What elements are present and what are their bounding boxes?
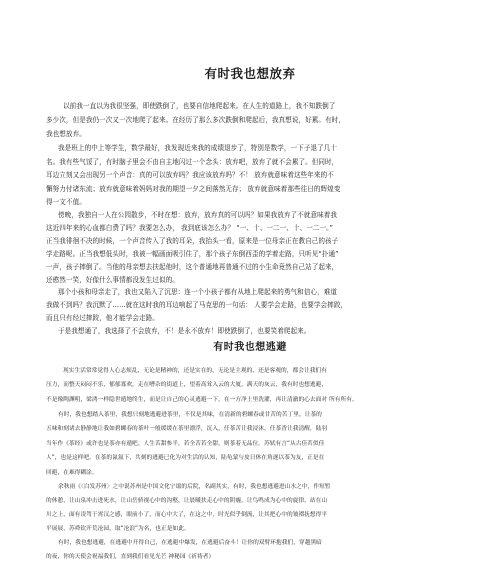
body-line: 这近四年来的心血都白费了吗？我要怎么办， 我到底该怎么办？ “一、十、一二一、十、一二一。”	[46, 224, 333, 232]
body-line: 学走路呢。正当我想低头时，我被一幅画面吸引住了，那个孩子东倒西歪的学着走路，只听见“扑通”	[46, 250, 339, 258]
body-line: 回避，在难得糊涂。	[46, 470, 98, 476]
section-1-title: 有时我也想放弃	[204, 66, 296, 81]
body-line: 有时，我也想逃避，在逃避中开得自己，在逃避中爆发，在逃避后奋斗！让你的双臂环抱我们，穿越黑暗	[58, 540, 322, 546]
body-line: 我也想放弃。	[46, 130, 86, 138]
body-line: 以前我一直以为我很坚强，即使跌倒了，也要自信地爬起来。在人生的道路上，我不知跌倒了	[63, 102, 336, 110]
body-line: 的夜，你的天使会祝福我们，直到我们看见光芒 神秘园《祈祷者》	[46, 554, 215, 560]
body-line: 傍晚，我独自一人在公园散步，不时在想：放弃，放弃真的可以吗？如果我放弃了不就意味着我	[58, 211, 338, 219]
body-line: 川之上，面有凌驾于霄汉之感，眼前小了，而心中大了，在这之中，时光似乎倒流，让其把心中的皱褶抚想得平	[46, 512, 328, 518]
body-line: 我是班上的中上等学生，数学最好，我发现近来我的成绩退步了，特别是数学，一下子退了几十	[58, 144, 338, 152]
body-line: 于是我想通了，我选择了不会放弃，不！是永不放弃！即使跌倒了，也要笑着爬起来。	[58, 327, 311, 335]
body-line: 平展展，苏舜钦开荒沧园，取“沧浪”为名，也正是如此。	[46, 526, 190, 532]
body-line: 而且只有经过摔跤，他才能学会走路。	[46, 314, 159, 322]
body-line: 得一文不值。	[46, 198, 86, 206]
body-line: 的休憩，让山泉冲击进死水，让山岳骄视心中的沟壑，让晨曦扶走心中的阴霾，让鸟鸣成为心中的旋律，站在山	[46, 498, 328, 504]
body-line: 余秋雨《〈白发苏州〉之中说苏州是中国文化宁谧的后院，名副其实，有时，我也想逃避进山水之中，作短暂	[58, 484, 331, 490]
body-line: 耳边立刻又会出现另一个声音：真的可以放弃吗？我应该放弃吗？不！ 放弃就意味着这些年来的不	[46, 171, 334, 179]
body-line: 那个小孩和母亲走了，我也又陷入了沉思：连一个小孩子都有从地上爬起来的勇气和信心，难道	[58, 288, 338, 296]
body-line: 不是像陶渊明，梁鸿一样隐世遁地终生，而是让自己的心灵逃避一下，在一方净土里洗濯，再让清澈的心去面对 所有所有。	[46, 397, 358, 403]
body-line: 多少次，但是我仍一次又一次地爬了起来。在经历了那么多次跌倒和爬起后，我真想说，好累。有时，	[46, 116, 345, 124]
body-line: 名。我有些气馁了，有时脑子里会不由自主地闪过一个念头：放弃吧，放弃了就不会累了。但同时，	[46, 158, 339, 166]
body-line: 正当我徘徊不决的时候，一个声音传入了我的耳朵，我抬头一看，原来是一位母亲正在教自己的孩子	[46, 237, 339, 245]
body-line: 有时，我也想踏入茶里，我想只刻地逃避进茶里，不仅是其味，在清新的碧螺春或甘苦的苦丁里，让茶的	[58, 412, 322, 418]
body-line: 当年作《茶经》或许也是茶亦有遁吧。人生苦甜参半，若全苦若全甜，则茶着无品位。苏轼有言“从古佳茗似佳	[46, 441, 325, 447]
body-line: 压力，而整天闷闷不乐，郁郁寡欢，走在嘈杂的街道上，望着高耸入云的大厦，满天的灰云，我有时也想逃避，	[46, 382, 328, 388]
body-line: 还憨然一笑，好像什么事情都没发生过似的。	[46, 276, 179, 284]
body-line: 五味和刻诸去静静地让我如碧螺春的茶叶一般缓缓在茶里漂浮，沉入，任茶苦让我浸沐，任茶香让我清醒，陆羽	[46, 426, 328, 432]
body-line: 我做不到吗？我沉默了……就在这时我的耳边响起了马克思的一句话： 人要学会走路，也要学会摔跤，	[46, 301, 348, 309]
body-line: 懈努力付诸东流；放弃就意味着妈妈对我的期望一夕之间落然无存； 放弃就意味着那些往日的辉煌变	[46, 185, 341, 193]
body-line: 人”，也是这样吧。在茶的氤氲下，共刻的逃避已化为对生活的认知，陆龟蒙与皮日休在角逐以茶为友，正是在	[46, 455, 325, 461]
body-line: 现实生活常常觉得人心志烦乱，无论是精神的，还是实在的，无论是主观的，还是客观的，都会让我们有	[63, 368, 327, 374]
body-line: 一声，孩子摔倒了。当他的母亲想去扶起他时，这个普通地再普通不过的小生命竟然自己站了起来，	[46, 263, 339, 271]
section-2-title: 有时我也想逃避	[213, 342, 287, 353]
